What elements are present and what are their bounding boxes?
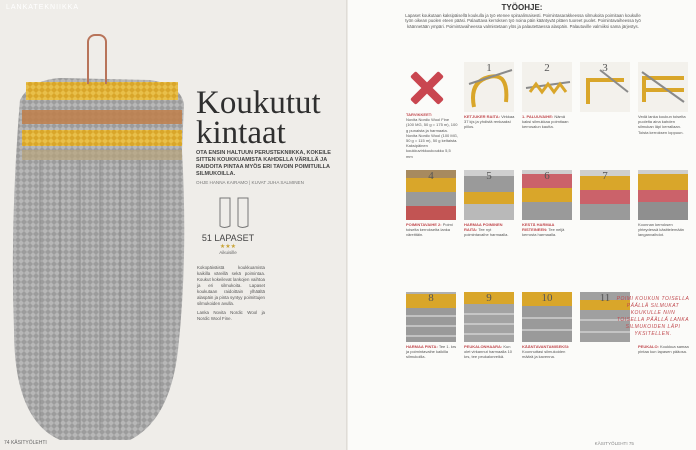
mitten-diagram-icon [214, 196, 254, 230]
step-photo-4: 4 [406, 170, 456, 220]
step-photo-5: 5 [464, 170, 514, 220]
step-photo-6: 6 [522, 170, 572, 220]
step-photo-7: 7 [580, 170, 630, 220]
materials: TARVIKKEET: Novita Nordic Wool Fine (100 MG, 50 g = 175 m), 100 g punaista ja harmaata. Novita Nordic Wool (100 MG, 50 g = 115 m), 50 g keltaista. Kaksipäinen koukkuvirkkuukoukku 5,5 mm [406, 112, 458, 159]
step-photo-3: 3 [580, 62, 630, 112]
instructions-intro: Lapaset koukutaan kaksipäisellä koukulla ja työ etenee spiraalimaisesti. Poimintasarakkeessa silmukoita poimitaan koukulle työn oikean puolen eteen pääsi. Palauttava kerroksen työ noina päin kääntyvät pitäen tuoreet puolet. Poimintavaiheessa työ käännetään ympäri. Poimintavaiheessa valmistetaan ylös ja palautettaessa alaspäin. Palautuville valmiiksi sama järjestys. [405, 13, 641, 29]
step-caption-5: HARMAA POIMINEN RAITA: Tee nyt poimintavaihe harmaalla. [464, 222, 509, 238]
difficulty-level: Aikuisille [219, 250, 237, 255]
step-photo-2: 2 [522, 62, 572, 112]
step-photo-10: 10 [522, 292, 572, 342]
step-photo-1: 1 [464, 62, 514, 112]
instructions-title: TYÖOHJE: [501, 3, 543, 12]
size-count: 51 LAPASET [201, 233, 255, 243]
step-caption-6: KESTÄ HARMAA RISTEINEEN: Tee neljä kerrosta harmaalla. [522, 222, 565, 238]
x-mark-icon [406, 68, 446, 108]
step-caption-8: HARMAA PINTA: Tee 1. krs ja poimintavaihe kaikilla silmukoilla. [406, 344, 457, 360]
step-caption-7: Koonnan kerroksen yhteydessä käsittelemään langanvaihdot. [638, 222, 685, 238]
step-caption-9: PEUKALONHAARA: Kun olet virkannut harmaalla 10 krs, tee peukalonreikä. [464, 344, 513, 360]
article-title: Koukutut kintaat [196, 85, 321, 151]
step-caption-4: POIMINTAVAIHE 2: Poimi toiselta kerrokselta lanka väreittäin. [406, 222, 453, 238]
difficulty-box [193, 233, 263, 255]
step-caption-2: 1. PALUUVAIHE: Nämä kaksi silmukkaa poimitaan kerrosalun kautta. [522, 114, 569, 130]
tip-callout: POIMI KOUKUN TOISELLA PÄÄLLÄ SILMUKAT KOUKULLE NIIN TOISELLA PÄÄLLÄ LANKA SILMUKOIDEN LÄPI YKSITELLEN. [616, 296, 690, 337]
step-caption-3: Vedä lanka koukun toiselta puolelta aina kahden silmukan läpi kerrallaan. Toista kerroksen loppuun. [638, 114, 686, 135]
step-photo-11: 11 [580, 292, 630, 342]
lead-text: OTA ENSIN HALTUUN PERUSTEKNIIKKA, KOKEILE SITTEN KOUKKUAMISTA KAHDELLA VÄRILLÄ JA RAIDOITA PINTAA MYÖS ERI TAVOIN POIMITUILLA SILMUKOILLA. [196, 150, 331, 177]
step-photo-9: 9 [464, 292, 514, 342]
right-page [348, 0, 696, 450]
section-tag: LANKATEKNIIKKA [6, 4, 80, 11]
step-caption-11: PEUKALO: Koukkua samaa pintaa kun lapasen pääosa. [638, 344, 689, 355]
intro-body: Kokopäiväistä koukkuamista kaikilla väreillä sekä poimintaa. Koukut kokeilevat lankojen vaihtoa ja eri silmukoita. Lapaset koukutaan raidoittain ylhäältä alaspäin ja pinta syntyy poimittujen silmukoiden avulla. Lanka Novita Nordic Wool ja Nordic Wool Fine. [197, 265, 265, 321]
step-photo-7b [638, 170, 688, 220]
difficulty-stars: ★★★ [219, 244, 237, 250]
step-caption-1: KETJUKER RAITA: Virkkaa 37 kjs ja yhdistä renkaaksi piilos. [464, 114, 515, 130]
hanging-loop [87, 34, 107, 84]
step-photo-8: 8 [406, 292, 456, 342]
step-photo-3b [638, 62, 688, 112]
folio-right: KÄSITYÖLEHTI 75 [594, 441, 634, 446]
step-caption-10: KÄÄNTAVANTAMISEKSI: Koonnuttasi silmukoiden määrä ja kavenna. [522, 344, 570, 360]
folio-left: 74 KÄSITYÖLEHTI [4, 440, 47, 446]
byline: OHJE HANNA KAIRAMO | KUVAT JUHA SALMINEN [196, 180, 304, 185]
